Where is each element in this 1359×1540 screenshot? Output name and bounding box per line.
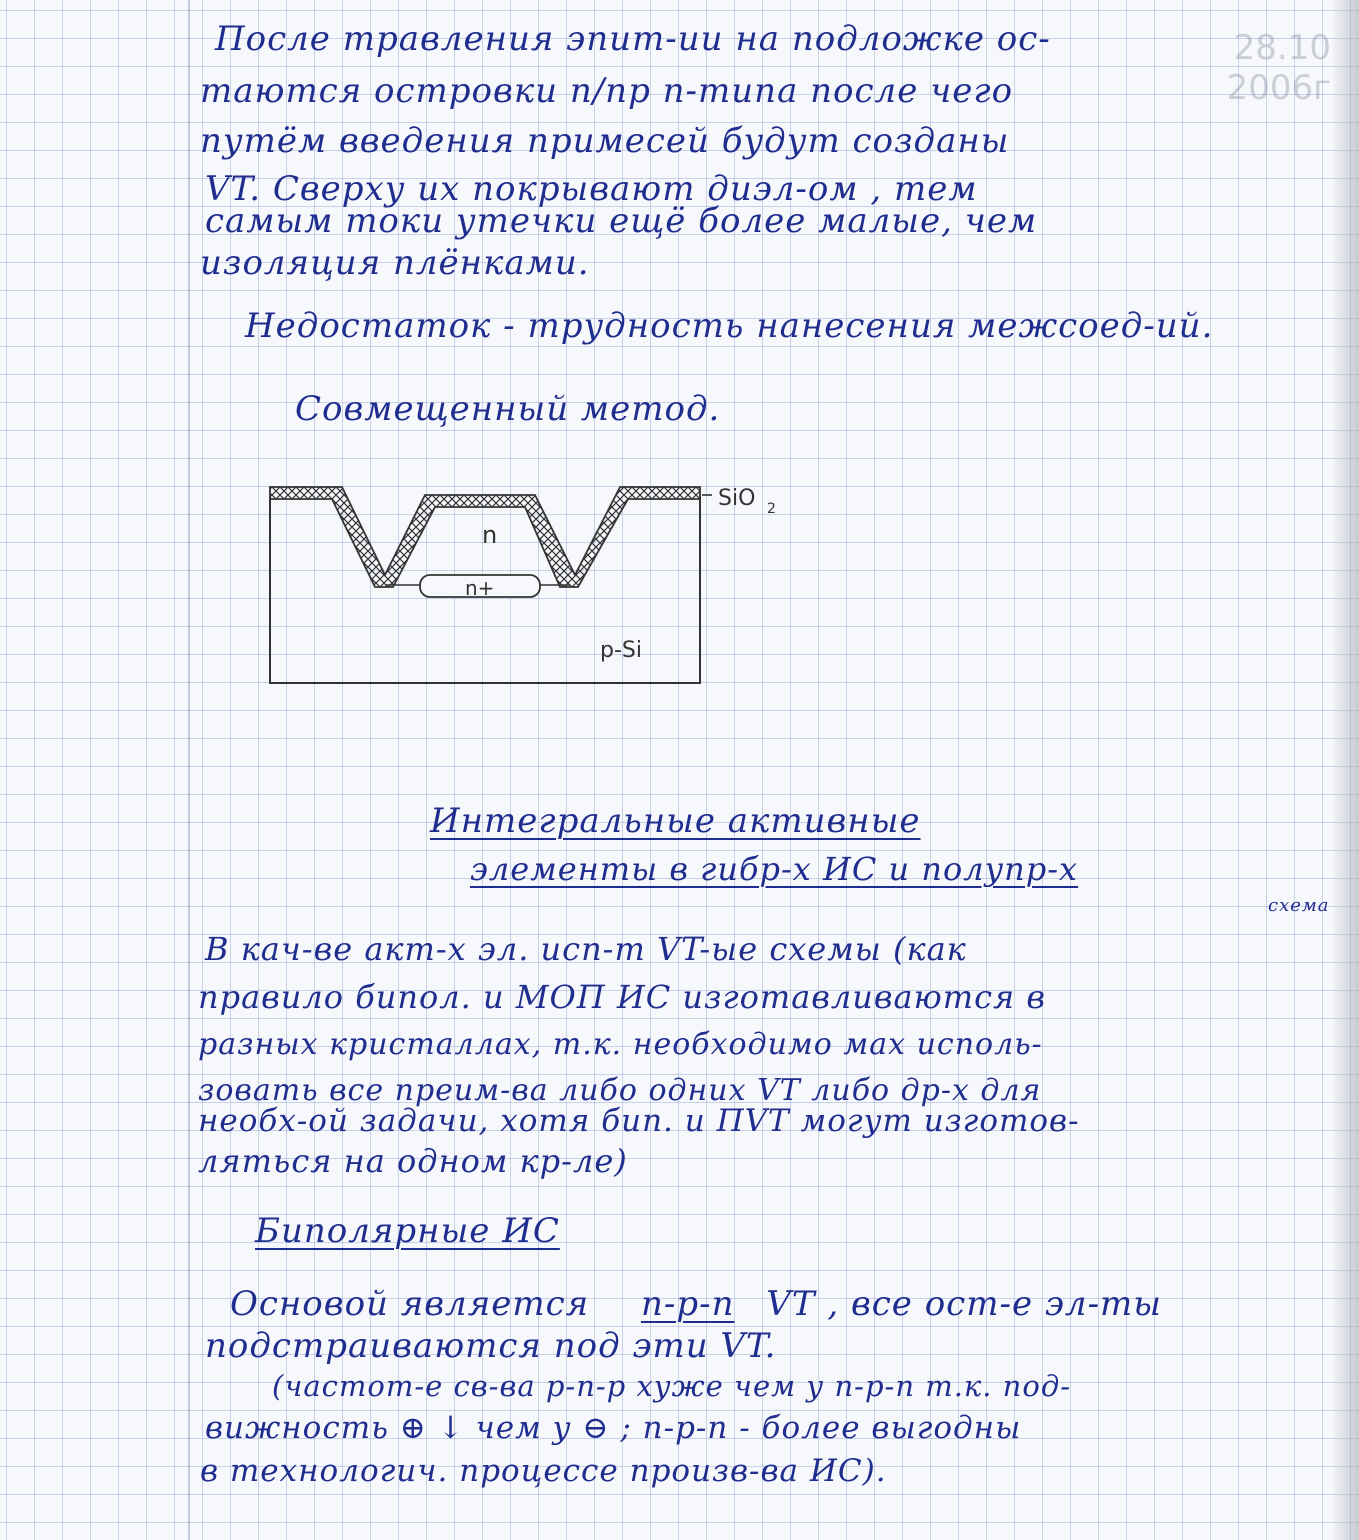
bipolar-title: Биполярные ИС <box>255 1211 560 1251</box>
paragraph-1-line: путём введения примесей будут созданы <box>200 121 1010 161</box>
sio2-subscript: 2 <box>767 501 776 517</box>
paragraph-3-tail: VT , все ост-е эл-ты <box>766 1284 1162 1324</box>
date-note <box>1227 28 1331 108</box>
section-title-note: схема <box>1268 895 1330 916</box>
paragraph-1-line: VT. Сверху их покрывают диэл-ом , тем <box>205 169 978 209</box>
paragraph-2-line: ляться на одном кр-ле) <box>198 1142 628 1180</box>
paragraph-2-line: разных кристаллах, т.к. необходимо мах исполь- <box>198 1027 1043 1062</box>
paragraph-3-line-2: подстраиваются под эти VT. <box>205 1326 777 1366</box>
paragraph-1-line: После травления эпит-ии на подложке ос- <box>215 19 1051 59</box>
paragraph-1-line: изоляция плёнками. <box>200 243 590 283</box>
section-title-line-2: элементы в гибр-х ИС и полупр-х <box>470 850 1079 888</box>
cross-section-diagram <box>260 475 820 695</box>
margin-line <box>188 0 190 1540</box>
drawback-note: Недостаток - трудность нанесения межсоед-ий. <box>245 306 1214 346</box>
paragraph-2-line: зовать все преим-ва либо одних VT либо др-х для <box>198 1073 1042 1108</box>
paragraph-3-line-5: в технологич. процессе произв-ва ИС). <box>200 1453 887 1489</box>
date-year: 2006г <box>1226 68 1331 108</box>
paragraph-1-line: таются островки п/пр n-типа после чего <box>200 71 1014 111</box>
npn-emphasis: n-p-n <box>640 1284 735 1324</box>
paragraph-3-line-1 <box>230 1283 1162 1325</box>
paragraph-3-lead: Основой является <box>230 1284 590 1324</box>
date-day: 28.10 <box>1233 28 1331 68</box>
paragraph-1-line: самым токи утечки ещё более малые, чем <box>205 201 1038 241</box>
paragraph-2-line: В кач-ве акт-х эл. исп-т VT-ые схемы (как <box>205 930 967 968</box>
paragraph-3-line-4: вижность ⊕ ↓ чем у ⊖ ; n-p-n - более выгодны <box>205 1410 1022 1446</box>
paragraph-2-line: правило бипол. и МОП ИС изготавливаются в <box>198 978 1047 1016</box>
paragraph-3-line-3: (частот-е св-ва p-n-p хуже чем у n-p-n т.к. под- <box>272 1369 1071 1403</box>
psi-label: p-Si <box>600 638 642 663</box>
sio2-label: SiO <box>718 486 756 511</box>
n-region-label: n <box>482 521 498 549</box>
page-edge-shadow <box>1333 0 1359 1540</box>
method-title: Совмещенный метод. <box>295 389 721 429</box>
section-title-line-1: Интегральные активные <box>430 801 921 841</box>
paragraph-2-line: необх-ой задачи, хотя бип. и ПVT могут изготов- <box>198 1103 1080 1139</box>
nplus-label: n+ <box>465 576 495 600</box>
